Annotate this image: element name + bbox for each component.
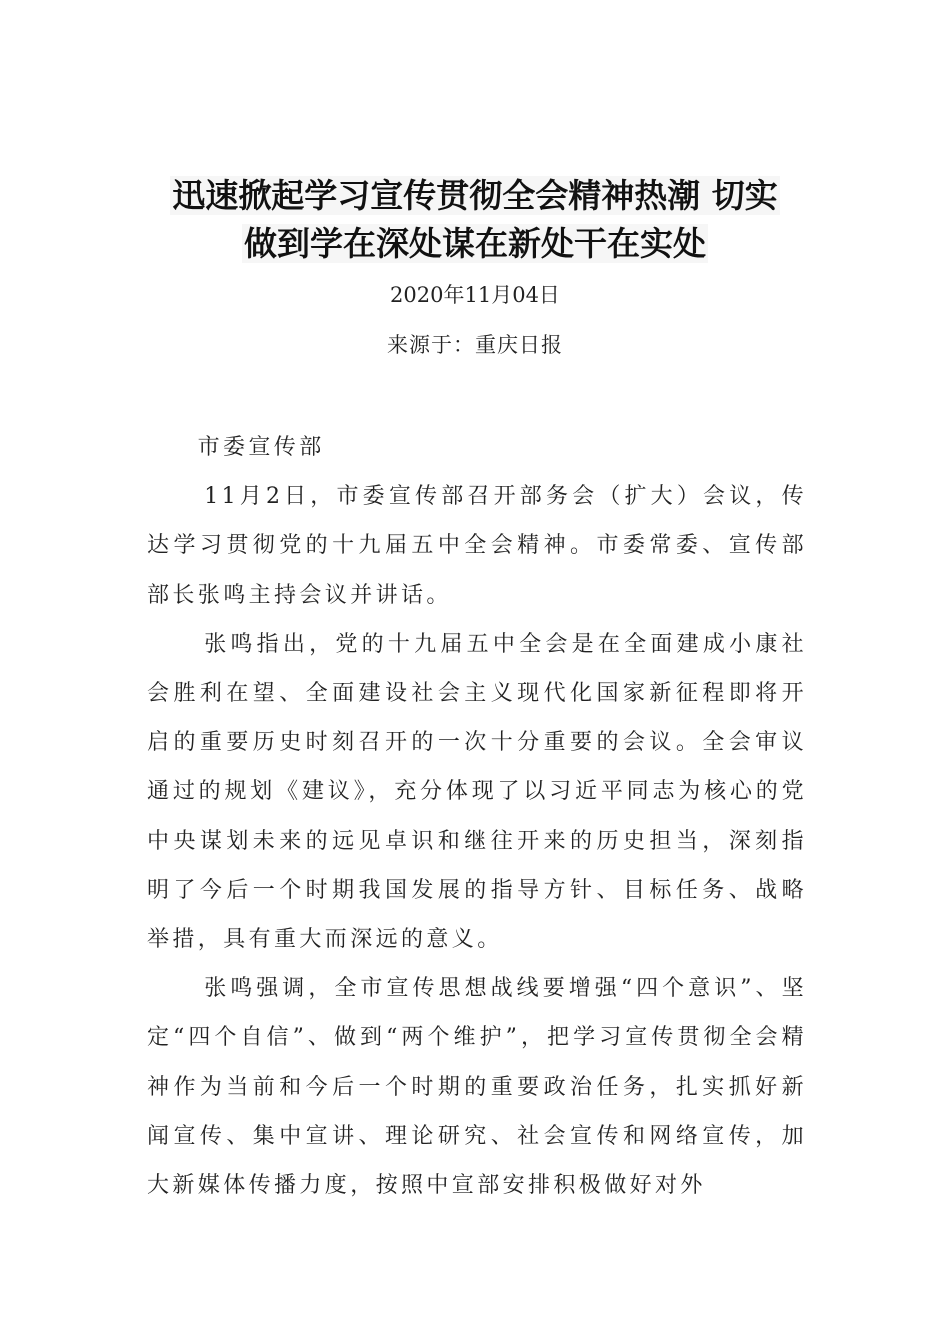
article-title-line-2-text: 做到学在深处谋在新处干在实处 — [244, 224, 706, 263]
article-title-line-1-text: 迅速掀起学习宣传贯彻全会精神热潮 切实 — [172, 176, 778, 215]
article-body — [147, 423, 807, 1210]
article-source: 来源于：重庆日报 — [387, 333, 563, 357]
article-date: 2020年11月04日 — [390, 283, 560, 307]
department-line: 市委宣传部 — [197, 435, 325, 460]
body-paragraph-2: 张鸣指出，党的十九届五中全会是在全面建成小康社会胜利在望、全面建设社会主义现代化国家新征程即将开启的重要历史时刻召开的一次十分重要的会议。全会审议通过的规划《建议》，充分体现了以习近平同志为核心的党中央谋划未来的远见卓识和继往开来的历史担当，深刻指明了今后一个时期我国发展的指导方针、目标任务、战略举措，具有重大而深远的意义。 — [147, 631, 807, 953]
body-paragraph-1: 11月2日，市委宣传部召开部务会（扩大）会议，传达学习贯彻党的十九届五中全会精神。市委常委、宣传部部长张鸣主持会议并讲话。 — [147, 484, 807, 608]
article-title-line-2 — [100, 221, 850, 267]
article-title-line-1 — [100, 173, 850, 219]
body-paragraph-3: 张鸣强调，全市宣传思想战线要增强“四个意识”、坚定“四个自信”、做到“两个维护”，把学习宣传贯彻全会精神作为当前和今后一个时期的重要政治任务，扎实抓好新闻宣传、集中宣讲、理论研究、社会宣传和网络宣传，加大新媒体传播力度，按照中宣部安排积极做好对外 — [147, 976, 807, 1199]
